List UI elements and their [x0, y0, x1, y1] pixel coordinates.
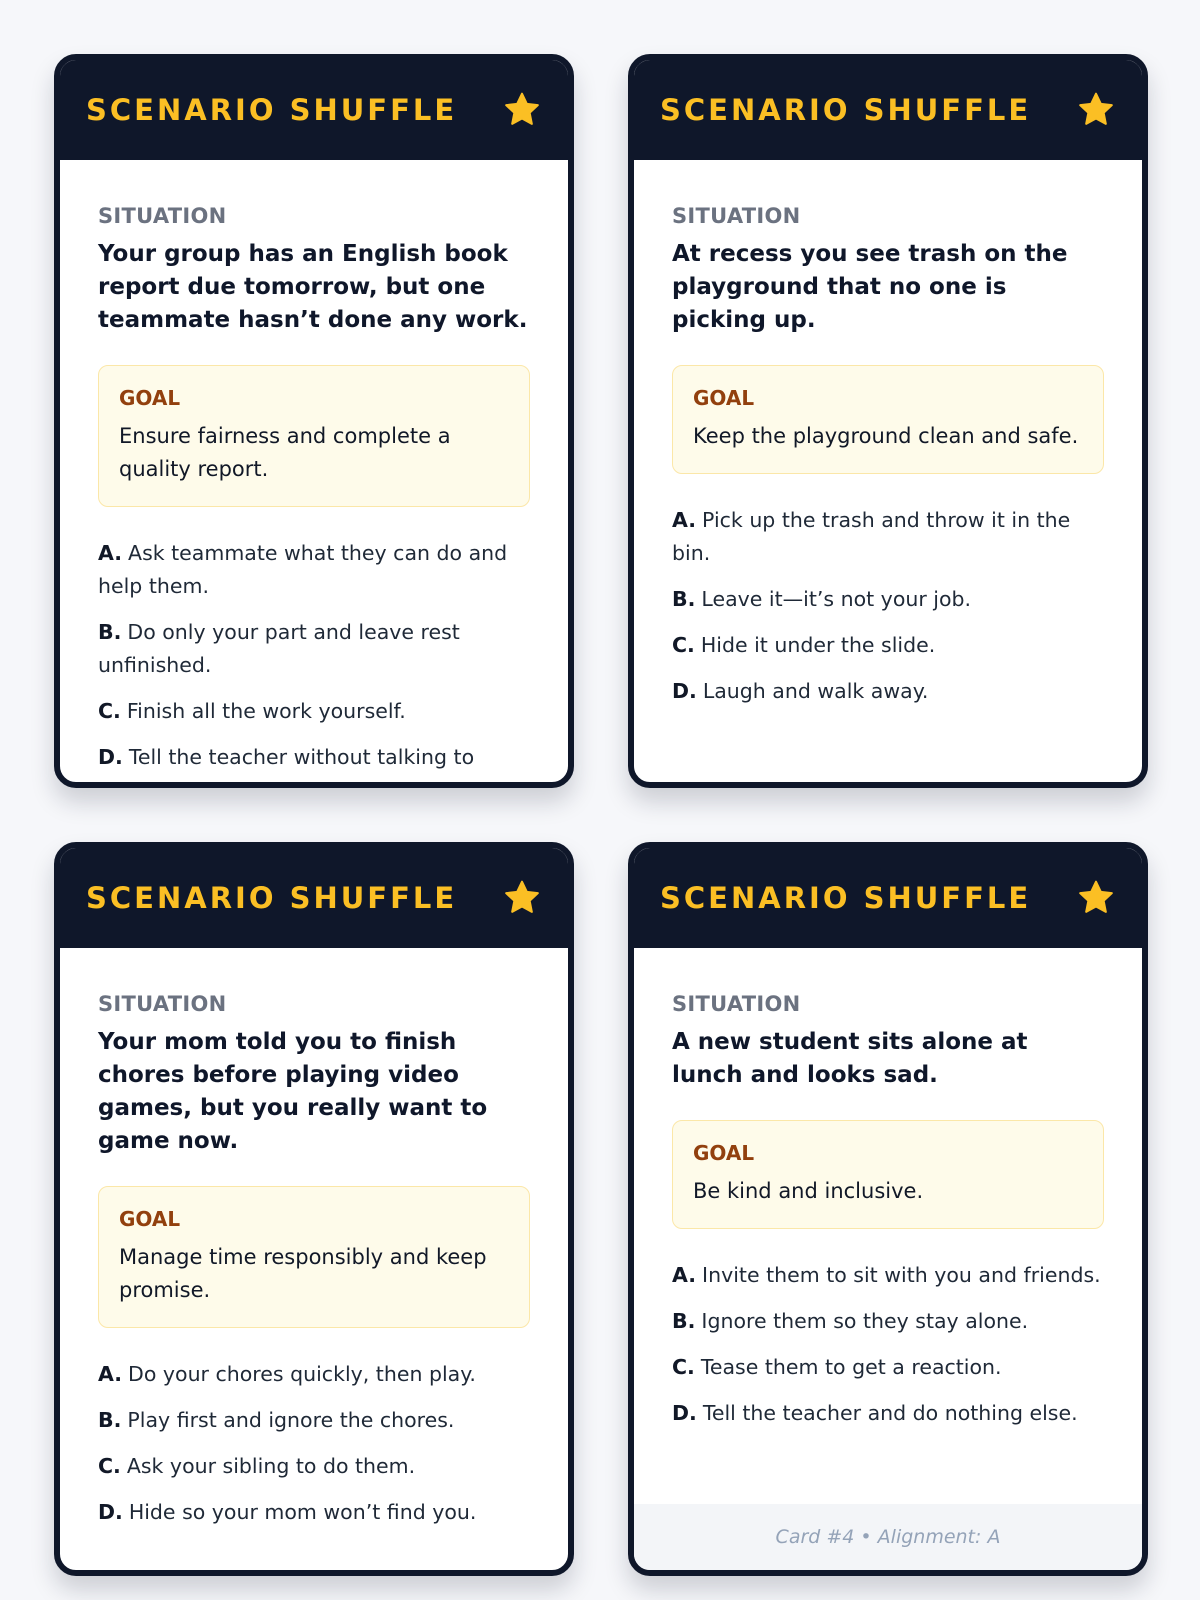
option-text: Tell the teacher and do nothing else.	[702, 1401, 1078, 1425]
card-body	[634, 160, 1142, 782]
option-text: Play first and ignore the chores.	[127, 1408, 455, 1432]
option-a[interactable]	[672, 504, 1104, 570]
goal-label: GOAL	[693, 1141, 755, 1165]
card-body	[60, 948, 568, 1570]
option-text: Do your chores quickly, then play.	[128, 1362, 476, 1386]
star-icon	[1076, 878, 1116, 918]
goal-box	[98, 365, 530, 507]
goal-text: Ensure fairness and complete a quality report.	[119, 424, 451, 481]
goal-text: Manage time responsibly and keep promise.	[119, 1245, 487, 1302]
situation-text: A new student sits alone at lunch and looks sad.	[672, 1029, 1028, 1088]
option-letter: B.	[98, 620, 122, 644]
option-a[interactable]	[672, 1259, 1104, 1292]
situation-label: SITUATION	[98, 992, 227, 1016]
card-grid	[54, 54, 1148, 1576]
star-icon	[1076, 90, 1116, 130]
card-header	[60, 60, 568, 160]
card-title: SCENARIO SHUFFLE	[86, 881, 458, 915]
option-list	[98, 1358, 530, 1529]
option-c[interactable]	[98, 1450, 530, 1483]
option-list	[98, 537, 530, 774]
situation-label: SITUATION	[672, 992, 801, 1016]
card-footer: Card #4 • Alignment: A	[634, 1504, 1142, 1570]
scenario-card-3[interactable]	[54, 842, 574, 1576]
option-text: Leave it—it’s not your job.	[701, 587, 972, 611]
option-a[interactable]	[98, 537, 530, 603]
option-list	[672, 504, 1104, 708]
option-c[interactable]	[98, 695, 530, 728]
option-c[interactable]	[672, 1351, 1104, 1384]
situation-text: At recess you see trash on the playground that no one is picking up.	[672, 241, 1068, 333]
situation-text: Your mom told you to finish chores before playing video games, but you really want to game now.	[98, 1029, 488, 1154]
card-title: SCENARIO SHUFFLE	[660, 93, 1032, 127]
option-letter: C.	[672, 1355, 695, 1379]
option-d[interactable]	[672, 675, 1104, 708]
option-text: Finish all the work yourself.	[126, 699, 406, 723]
card-body	[634, 948, 1142, 1504]
option-letter: C.	[672, 633, 695, 657]
option-d[interactable]	[98, 741, 530, 774]
card-title: SCENARIO SHUFFLE	[660, 881, 1032, 915]
option-text: Hide so your mom won’t find you.	[128, 1500, 477, 1524]
option-text: Invite them to sit with you and friends.	[702, 1263, 1101, 1287]
option-letter: D.	[672, 1401, 697, 1425]
option-b[interactable]	[672, 583, 1104, 616]
option-letter: B.	[672, 1309, 696, 1333]
option-a[interactable]	[98, 1358, 530, 1391]
card-header	[634, 60, 1142, 160]
option-text: Tell the teacher without talking to	[128, 745, 475, 769]
card-title: SCENARIO SHUFFLE	[86, 93, 458, 127]
option-text: Ask your sibling to do them.	[126, 1454, 416, 1478]
situation-label: SITUATION	[672, 204, 801, 228]
option-letter: B.	[98, 1408, 122, 1432]
scenario-card-4[interactable]	[628, 842, 1148, 1576]
option-text: Do only your part and leave rest unfinished.	[98, 620, 460, 677]
situation-text: Your group has an English book report due tomorrow, but one teammate hasn’t done any work.	[98, 241, 528, 333]
option-letter: C.	[98, 699, 121, 723]
option-b[interactable]	[98, 1404, 530, 1437]
scenario-card-1[interactable]	[54, 54, 574, 788]
option-b[interactable]	[98, 616, 530, 682]
option-text: Hide it under the slide.	[700, 633, 936, 657]
goal-box	[672, 365, 1104, 474]
option-text: Laugh and walk away.	[702, 679, 929, 703]
option-text: Ignore them so they stay alone.	[701, 1309, 1029, 1333]
goal-text: Be kind and inclusive.	[693, 1179, 924, 1203]
option-letter: A.	[672, 1263, 697, 1287]
card-header	[60, 848, 568, 948]
option-b[interactable]	[672, 1305, 1104, 1338]
option-text: Ask teammate what they can do and help them.	[98, 541, 508, 598]
scenario-card-2[interactable]	[628, 54, 1148, 788]
star-icon	[502, 878, 542, 918]
option-letter: D.	[98, 745, 123, 769]
option-list	[672, 1259, 1104, 1430]
option-letter: D.	[98, 1500, 123, 1524]
goal-label: GOAL	[119, 386, 181, 410]
option-d[interactable]	[672, 1397, 1104, 1430]
option-d[interactable]	[98, 1496, 530, 1529]
situation-label: SITUATION	[98, 204, 227, 228]
option-c[interactable]	[672, 629, 1104, 662]
option-text: Tease them to get a reaction.	[700, 1355, 1002, 1379]
option-text: Pick up the trash and throw it in the bin.	[672, 508, 1071, 565]
goal-text: Keep the playground clean and safe.	[693, 424, 1079, 448]
goal-box	[98, 1186, 530, 1328]
goal-box	[672, 1120, 1104, 1229]
goal-label: GOAL	[119, 1207, 181, 1231]
card-body	[60, 160, 568, 782]
option-letter: D.	[672, 679, 697, 703]
card-header	[634, 848, 1142, 948]
option-letter: A.	[98, 1362, 123, 1386]
option-letter: B.	[672, 587, 696, 611]
star-icon	[502, 90, 542, 130]
option-letter: A.	[672, 508, 697, 532]
goal-label: GOAL	[693, 386, 755, 410]
option-letter: A.	[98, 541, 123, 565]
option-letter: C.	[98, 1454, 121, 1478]
